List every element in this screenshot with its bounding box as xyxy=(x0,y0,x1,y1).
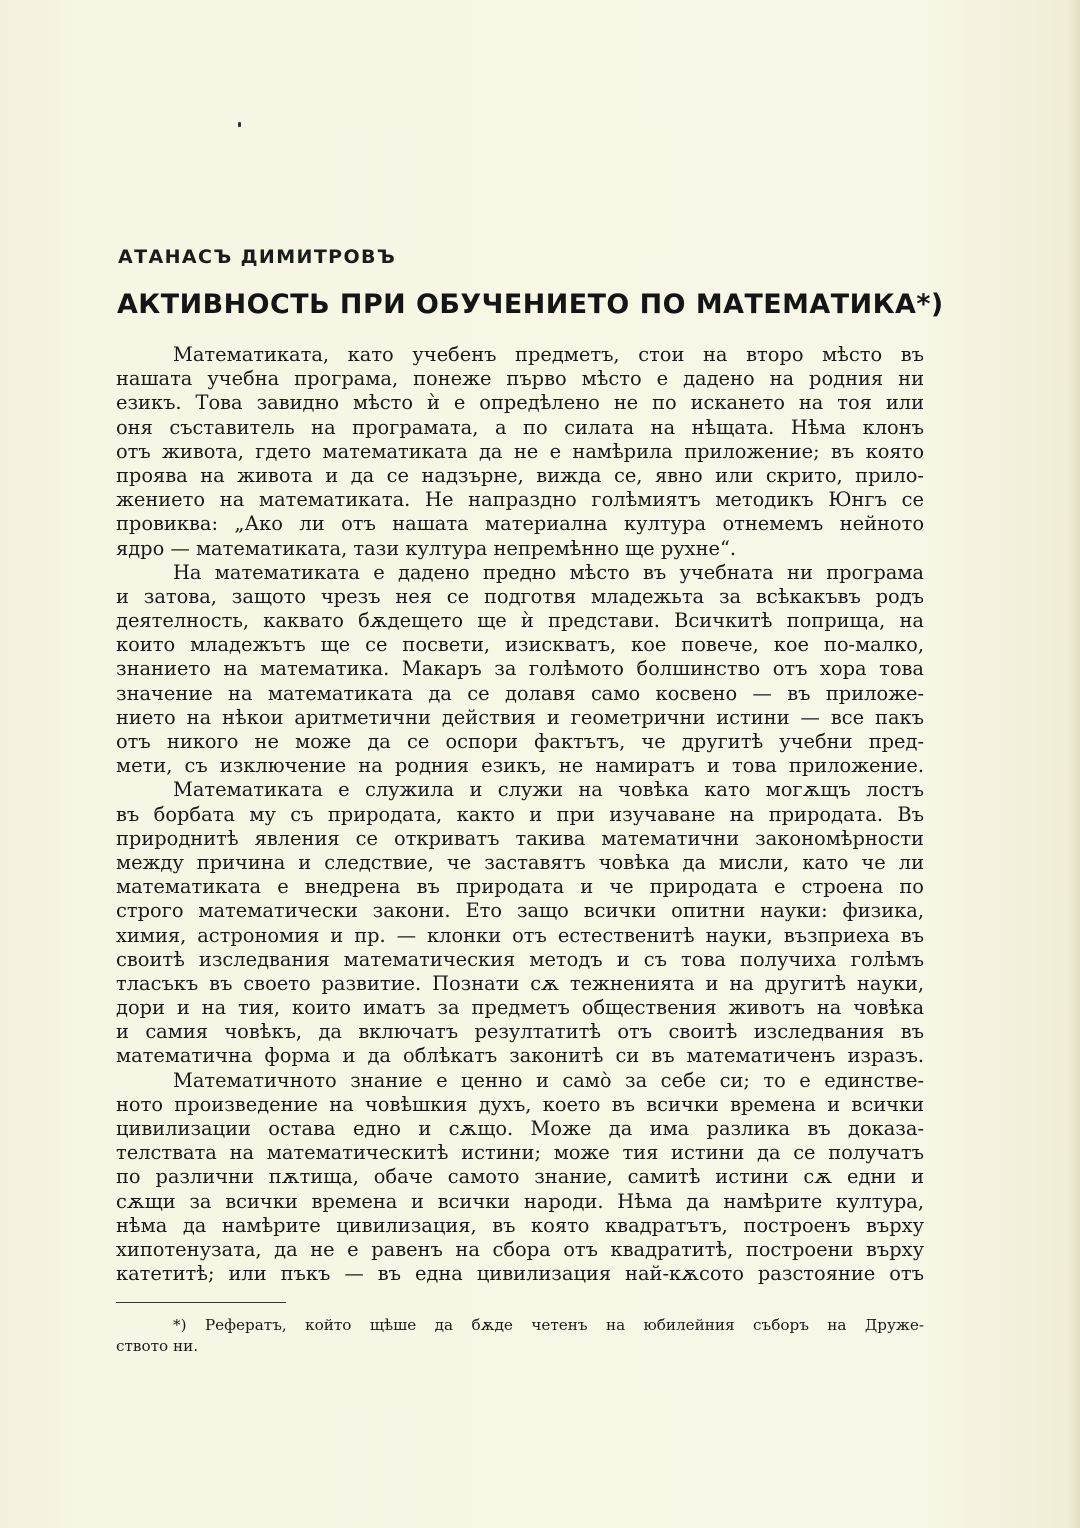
body-line: езикъ. Това завидно мѣсто ѝ е опредѣлено не по искането на тоя или xyxy=(116,391,924,415)
body-line: телствата на математическитѣ истини; може тия истини да се получатъ xyxy=(116,1141,924,1165)
body-line: оня съставитель на програмата, а по силата на нѣщата. Нѣма клонъ xyxy=(116,415,924,439)
footnote-line: *) Рефератъ, който щѣше да бѫде четенъ на юбилейния съборъ на Друже- xyxy=(173,1316,924,1334)
author-name: АТАНАСЪ ДИМИТРОВЪ xyxy=(118,246,397,268)
body-line: и самия човѣкъ, да включатъ резултатитѣ отъ своитѣ изследвания въ xyxy=(116,1020,924,1044)
body-line: строго математически закони. Ето защо всички опитни науки: физика, xyxy=(116,899,924,923)
ink-speck xyxy=(238,122,241,127)
body-line: нашата учебна програма, понеже първо мѣсто е дадено на родния ни xyxy=(116,367,924,391)
body-line: ядро — математиката, тази култура непремѣнно ще рухне“. xyxy=(116,536,737,560)
body-line: ното произведение на човѣшкия духъ, което въ всички времена и всички xyxy=(116,1092,924,1116)
body-line: които младежътъ ще се посвети, изискватъ, кое повече, кое по-малко, xyxy=(116,633,924,657)
body-line: проява на живота и да се надзърне, вижда се, явно или скрито, прило- xyxy=(116,463,924,487)
body-line: мети, съ изключение на родния езикъ, не намиратъ и това приложение. xyxy=(116,754,924,778)
body-line: химия, астрономия и пр. — клонки отъ естественитѣ науки, възприеха въ xyxy=(116,923,924,947)
body-line: Математиката, като учебенъ предметъ, стои на второ мѣсто въ xyxy=(173,343,924,366)
body-line: катетитѣ; или пъкъ — въ една цивилизация най-кѫсото разстояние отъ xyxy=(116,1262,924,1286)
footnote xyxy=(116,1315,924,1357)
body-line: нието на нѣкои аритметични действия и геометрични истини — все пакъ xyxy=(116,705,924,729)
footnote-line: ството ни. xyxy=(116,1337,199,1355)
body-line: жението на математиката. Не напраздно голѣмиятъ методикъ Юнгъ се xyxy=(116,488,924,512)
article-body xyxy=(116,343,924,1286)
body-line: На математиката е дадено предно мѣсто въ учебната ни програма xyxy=(173,560,924,584)
body-line: отъ никого не може да се оспори фактътъ, че другитѣ учебни пред- xyxy=(116,730,924,753)
body-line: тласъкъ въ своето развитие. Познати сѫ тежненията и на другитѣ науки, xyxy=(116,971,924,995)
body-line: и затова, защото чрезъ нея се подготвя младежьта за всѣкакъвъ родъ xyxy=(116,584,924,608)
body-line: по различни пѫтища, обаче самото знание, самитѣ истини сѫ едни и xyxy=(116,1165,924,1189)
body-line: провиква: „Ако ли отъ нашата материална култура отнемемъ нейното xyxy=(116,512,924,536)
body-line: нѣма да намѣрите цивилизация, въ която квадратътъ, построенъ върху xyxy=(116,1213,924,1237)
footnote-divider xyxy=(116,1302,286,1303)
body-line: дори и на тия, които иматъ за предметъ обществения животъ на човѣка xyxy=(116,996,924,1020)
body-line: значение на математиката да се долавя само косвено — въ приложе- xyxy=(116,681,924,705)
body-line: въ борбата му съ природата, както и при изучаване на природата. Въ xyxy=(116,802,924,826)
body-line: своитѣ изследвания математическия методъ и съ това получиха голѣмъ xyxy=(116,947,924,971)
body-line: между причина и следствие, че заставятъ човѣка да мисли, като че ли xyxy=(116,850,924,874)
body-line: хипотенузата, да не е равенъ на сбора отъ квадратитѣ, построени върху xyxy=(116,1237,924,1261)
body-line: цивилизации остава едно и сѫщо. Може да има разлика въ доказа- xyxy=(116,1117,924,1140)
body-line: деятелность, каквато бѫдещето ще ѝ представи. Всичкитѣ поприща, на xyxy=(116,609,924,633)
body-line: природнитѣ явления се откриватъ такива математични закономѣрности xyxy=(116,826,924,850)
article-title: АКТИВНОСТЬ ПРИ ОБУЧЕНИЕТО ПО МАТЕМАТИКА*) xyxy=(117,289,944,320)
body-line: отъ живота, гдето математиката да не е намѣрила приложение; въ която xyxy=(116,439,924,463)
page-edge-shadow xyxy=(1066,0,1080,1528)
body-line: знанието на математика. Макаръ за голѣмото болшинство отъ хора това xyxy=(116,657,924,681)
body-line: Математиката е служила и служи на човѣка като могѫщъ лостъ xyxy=(173,778,924,802)
body-line: сѫщи за всички времена и всички народи. Нѣма да намѣрите култура, xyxy=(116,1189,924,1213)
body-line: математиката е внедрена въ природата и че природата е строена по xyxy=(116,875,924,899)
body-line: математична форма и да облѣкатъ законитѣ си въ математиченъ изразъ. xyxy=(116,1044,924,1068)
body-line: Математичното знание е ценно и само̀ за себе си; то е единстве- xyxy=(173,1068,924,1092)
